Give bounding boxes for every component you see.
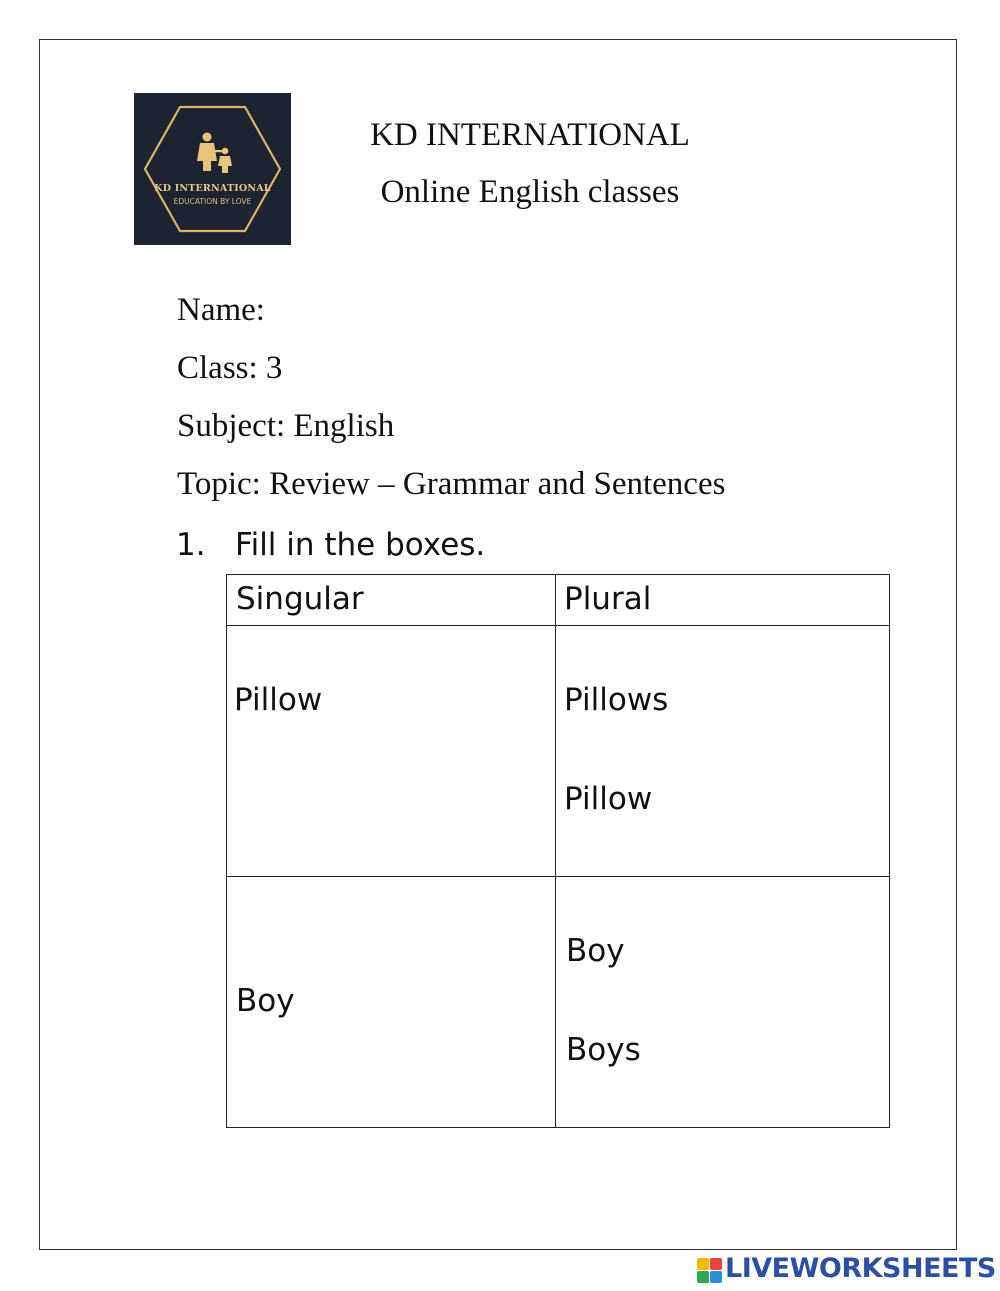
table-column-divider — [555, 574, 556, 1128]
logo-name: KD INTERNATIONAL — [154, 183, 271, 194]
logo — [134, 93, 291, 245]
plural-option[interactable]: Boys — [566, 1032, 641, 1068]
topic-field: Topic: Review – Grammar and Sentences — [177, 466, 726, 502]
singular-word: Pillow — [234, 682, 323, 718]
logo-tagline: EDUCATION BY LOVE — [173, 197, 252, 206]
header-singular: Singular — [236, 581, 364, 617]
mother-child-icon — [197, 133, 232, 174]
table-header-divider — [226, 625, 890, 626]
class-field: Class: 3 — [177, 350, 283, 386]
plural-option[interactable]: Pillows — [564, 682, 669, 718]
school-title: KD INTERNATIONAL — [370, 117, 690, 153]
singular-word: Boy — [236, 983, 295, 1019]
question-text: Fill in the boxes. — [235, 527, 486, 563]
table-border-bottom — [226, 1127, 890, 1128]
table-border-left — [226, 574, 227, 1128]
liveworksheets-brand: LIVEWORKSHEETS — [725, 1253, 996, 1284]
plural-option[interactable]: Pillow — [564, 781, 653, 817]
table-border-right — [889, 574, 890, 1128]
liveworksheets-blocks-icon — [697, 1258, 723, 1284]
logo-hexagon-icon — [134, 93, 291, 245]
plural-option[interactable]: Boy — [566, 933, 625, 969]
name-field: Name: — [177, 292, 265, 328]
table-border-top — [226, 574, 890, 575]
school-subtitle: Online English classes — [380, 174, 680, 210]
subject-field: Subject: English — [177, 408, 395, 444]
question-number: 1. — [176, 527, 206, 563]
header-plural: Plural — [564, 581, 652, 617]
singular-plural-table — [226, 574, 890, 1128]
table-row-divider — [226, 876, 890, 877]
